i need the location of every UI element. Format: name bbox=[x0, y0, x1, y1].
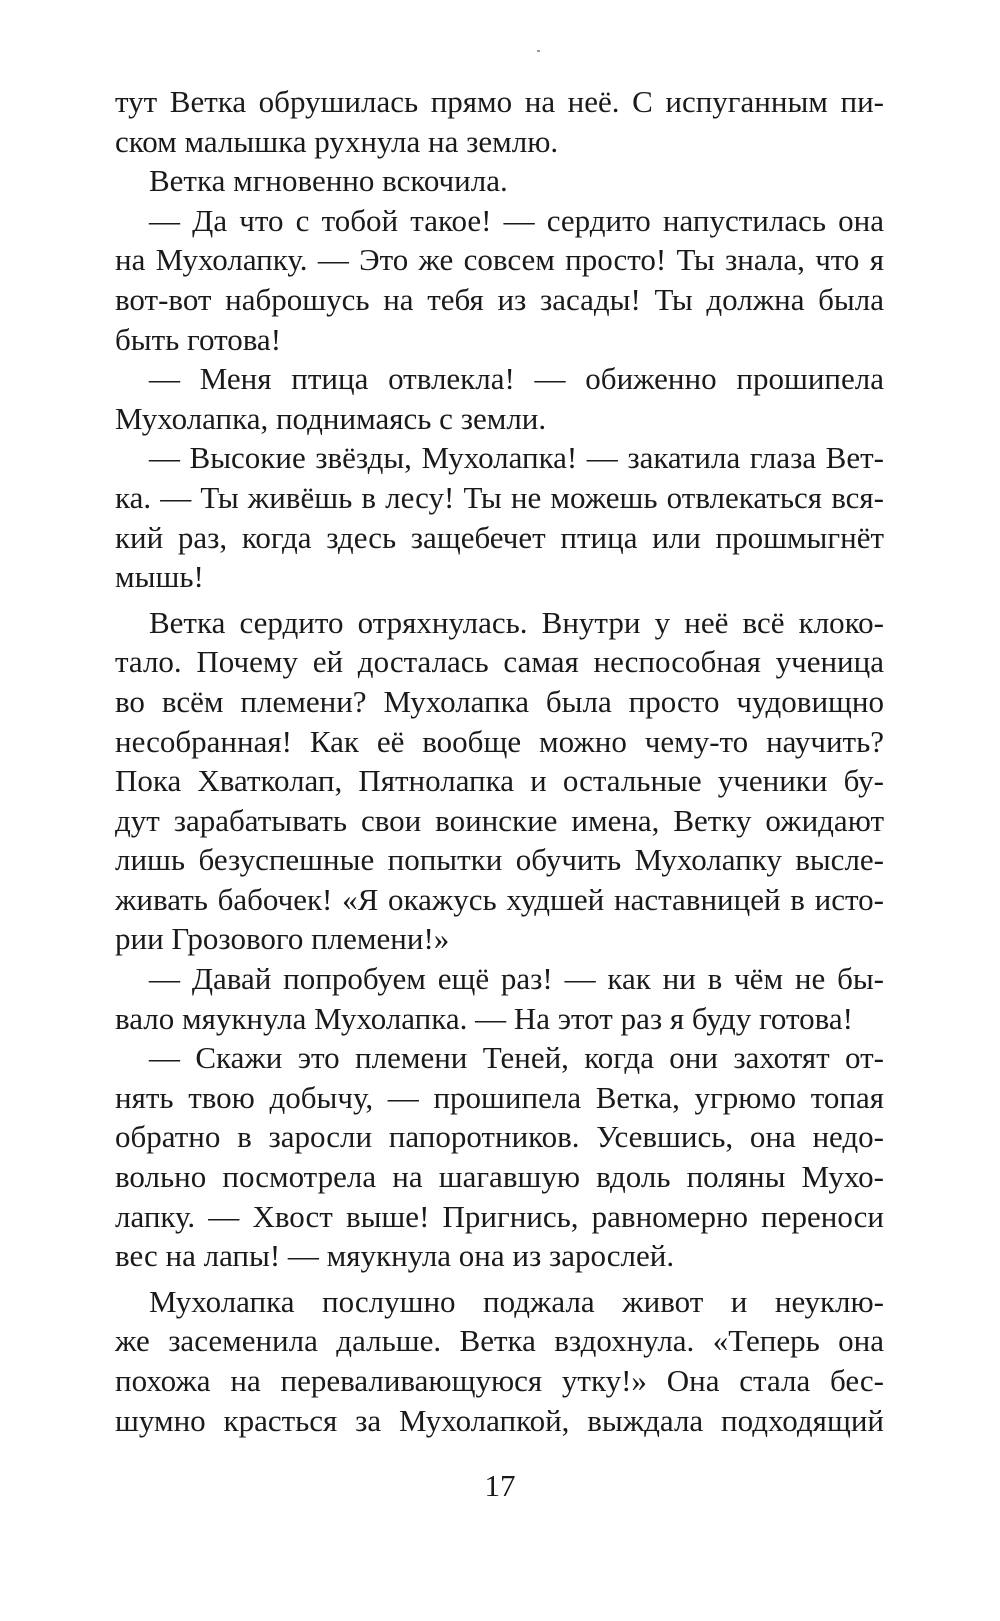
text-line: Пока Хватколап, Пятнолапка и остальные ученики бу- bbox=[115, 763, 884, 799]
text-line: — Да что с тобой такое! — сердито напустилась она bbox=[149, 202, 884, 238]
text-line: дут зарабатывать свои воинские имена, Ветку ожидают bbox=[115, 802, 884, 838]
text-line: — Меня птица отвлекла! — обиженно прошипела bbox=[149, 361, 884, 397]
text-line: шумно красться за Мухолапкой, выждала подходящий bbox=[115, 1402, 884, 1438]
text-line: лапку. — Хвост выше! Пригнись, равномерно переноси bbox=[115, 1198, 884, 1234]
page-number: 17 bbox=[484, 1468, 516, 1503]
text-line: вес на лапы! — мяукнула она из зарослей. bbox=[115, 1238, 675, 1274]
text-line: Ветка сердито отряхнулась. Внутри у неё всё клоко- bbox=[149, 604, 884, 640]
text-line: Мухолапка послушно поджала живот и неуклю- bbox=[149, 1283, 884, 1319]
text-line: быть готова! bbox=[115, 321, 282, 357]
text-line: рии Грозового племени!» bbox=[115, 921, 450, 957]
text-line: же засеменила дальше. Ветка вздохнула. «Теперь она bbox=[115, 1323, 884, 1359]
text-line: вало мяукнула Мухолапка. — На этот раз я буду готова! bbox=[115, 1000, 853, 1036]
text-line: — Давай попробуем ещё раз! — как ни в чём не бы- bbox=[149, 961, 884, 997]
text-line: во всём племени? Мухолапка была просто чудовищно bbox=[115, 683, 884, 719]
text-line: — Скажи это племени Теней, когда они захотят от- bbox=[149, 1040, 884, 1076]
text-line: мышь! bbox=[115, 559, 204, 595]
text-line: Мухолапка, поднимаясь с земли. bbox=[115, 400, 547, 436]
text-line: обратно в заросли папоротников. Усевшись, она недо- bbox=[115, 1119, 884, 1155]
text-line: Ветка мгновенно вскочила. bbox=[149, 163, 508, 199]
text-line: похожа на переваливающуюся утку!» Она стала бес- bbox=[115, 1363, 884, 1398]
text-line: живать бабочек! «Я окажусь худшей наставницей в исто- bbox=[115, 881, 884, 917]
text-line: несобранная! Как её вообще можно чему-то научить? bbox=[115, 723, 884, 759]
text-line: — Высокие звёзды, Мухолапка! — закатила глаза Вет- bbox=[149, 440, 884, 476]
text-line: тут Ветка обрушилась прямо на неё. С испуганным пи- bbox=[115, 84, 884, 119]
text-line: тало. Почему ей досталась самая неспособная ученица bbox=[115, 644, 884, 680]
text-line: ском малышка рухнула на землю. bbox=[115, 123, 559, 159]
text-line: вольно посмотрела на шагавшую вдоль поляны Мухо- bbox=[115, 1159, 884, 1195]
text-line: на Мухолапку. — Это же совсем просто! Ты знала, что я bbox=[115, 242, 884, 278]
text-line: ка. — Ты живёшь в лесу! Ты не можешь отвлекаться вся- bbox=[115, 479, 884, 515]
page-body-text bbox=[115, 82, 884, 1440]
text-line: нять твою добычу, — прошипела Ветка, угрюмо топая bbox=[115, 1079, 884, 1115]
text-line: кий раз, когда здесь защебечет птица или прошмыгнёт bbox=[115, 519, 884, 555]
text-line: вот-вот наброшусь на тебя из засады! Ты должна была bbox=[115, 281, 884, 317]
text-line: лишь безуспешные попытки обучить Мухолапку высле- bbox=[115, 842, 884, 878]
scan-speck bbox=[537, 50, 540, 52]
